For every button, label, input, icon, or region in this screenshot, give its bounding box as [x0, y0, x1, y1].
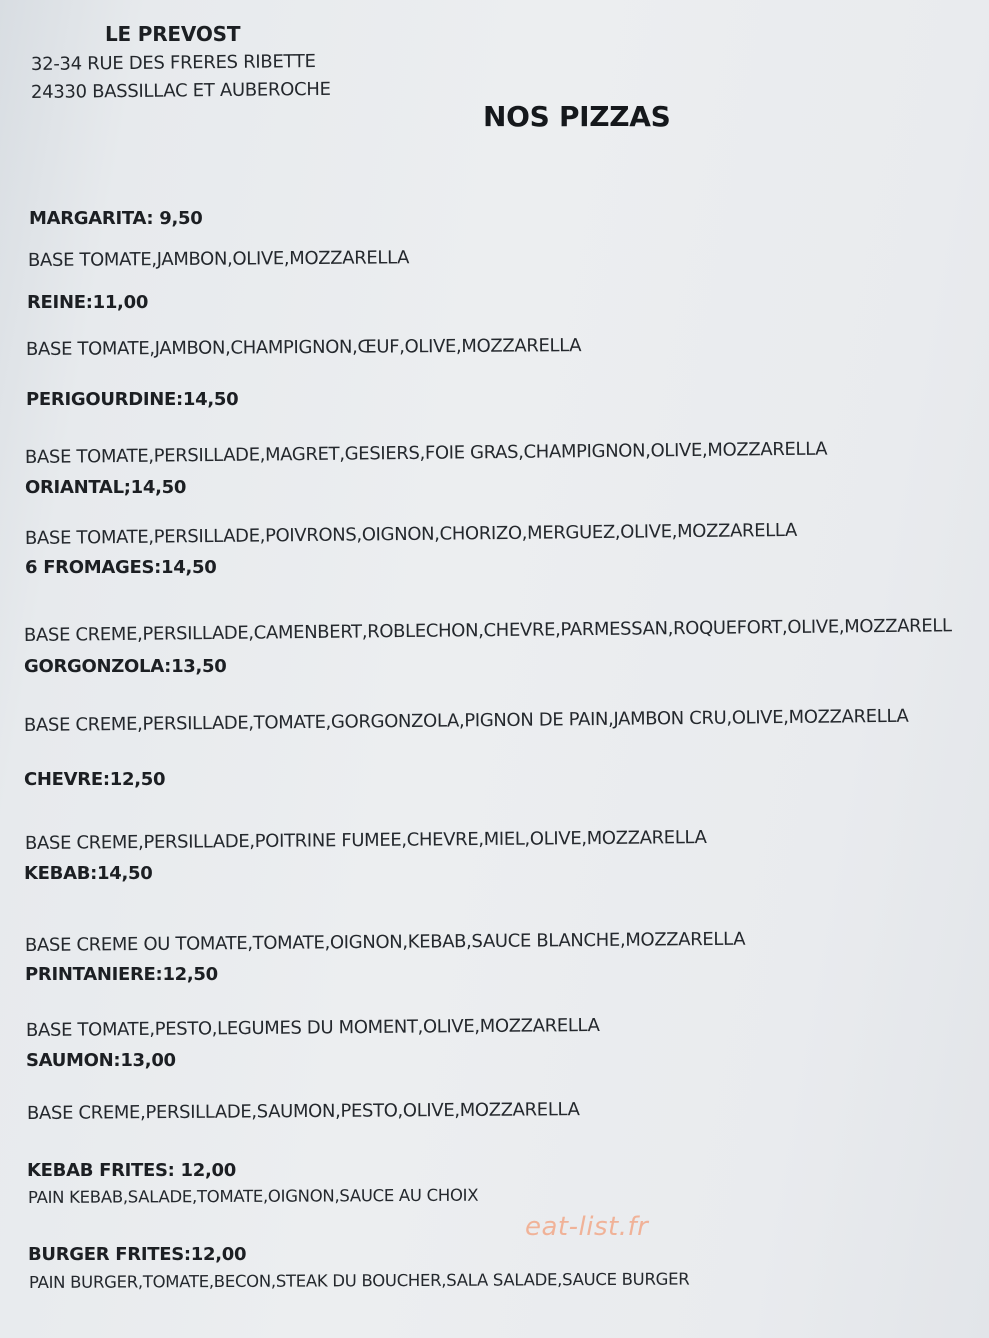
menu-item-name-price: GORGONZOLA:13,50: [24, 656, 227, 677]
menu-item-description: BASE TOMATE,PERSILLADE,MAGRET,GESIERS,FOIE GRAS,CHAMPIGNON,OLIVE,MOZZARELLA: [24, 438, 828, 468]
menu-item-name-price: PRINTANIERE:12,50: [25, 964, 218, 985]
menu-item-name-price: REINE:11,00: [27, 292, 149, 313]
menu-item-description: BASE CREME,PERSILLADE,CAMENBERT,ROBLECHON,CHEVRE,PARMESSAN,ROQUEFORT,OLIVE,MOZZARELL: [23, 615, 952, 646]
menu-item-description: BASE CREME OU TOMATE,TOMATE,OIGNON,KEBAB,SAUCE BLANCHE,MOZZARELLA: [24, 928, 746, 956]
menu-item-name-price: KEBAB:14,50: [24, 863, 153, 884]
menu-item-description: BASE CREME,PERSILLADE,TOMATE,GORGONZOLA,PIGNON DE PAIN,JAMBON CRU,OLIVE,MOZZARELLA: [23, 705, 909, 736]
menu-item-name-price: BURGER FRITES:12,00: [28, 1244, 247, 1265]
address-line-2: 24330 BASSILLAC ET AUBEROCHE: [30, 78, 331, 103]
menu-item-name-price: MARGARITA: 9,50: [29, 208, 203, 229]
menu-item-description: PAIN KEBAB,SALADE,TOMATE,OIGNON,SAUCE AU CHOIX: [27, 1185, 479, 1207]
menu-item-name-price: CHEVRE:12,50: [24, 769, 166, 790]
menu-item-description: PAIN BURGER,TOMATE,BECON,STEAK DU BOUCHER,SALA SALADE,SAUCE BURGER: [28, 1269, 690, 1292]
menu-item-name-price: 6 FROMAGES:14,50: [25, 557, 217, 578]
address-line-1: 32-34 RUE DES FRERES RIBETTE: [30, 51, 316, 75]
menu-item-name-price: KEBAB FRITES: 12,00: [27, 1160, 236, 1181]
menu-item-description: BASE TOMATE,JAMBON,CHAMPIGNON,ŒUF,OLIVE,MOZZARELLA: [25, 335, 582, 360]
page-title: NOS PIZZAS: [483, 100, 671, 133]
menu-item-name-price: PERIGOURDINE:14,50: [26, 389, 239, 410]
menu-item-name-price: ORIANTAL;14,50: [25, 477, 187, 498]
menu-item-description: BASE TOMATE,PERSILLADE,POIVRONS,OIGNON,CHORIZO,MERGUEZ,OLIVE,MOZZARELLA: [24, 519, 798, 549]
menu-item-name-price: SAUMON:13,00: [26, 1050, 176, 1071]
menu-item-description: BASE TOMATE,PESTO,LEGUMES DU MOMENT,OLIVE,MOZZARELLA: [25, 1014, 600, 1041]
restaurant-name: LE PREVOST: [105, 22, 241, 46]
watermark: eat-list.fr: [525, 1212, 649, 1242]
menu-item-description: BASE CREME,PERSILLADE,SAUMON,PESTO,OLIVE,MOZZARELLA: [26, 1099, 580, 1124]
menu-item-description: BASE CREME,PERSILLADE,POITRINE FUMEE,CHEVRE,MIEL,OLIVE,MOZZARELLA: [24, 827, 707, 854]
menu-item-description: BASE TOMATE,JAMBON,OLIVE,MOZZARELLA: [27, 247, 410, 271]
